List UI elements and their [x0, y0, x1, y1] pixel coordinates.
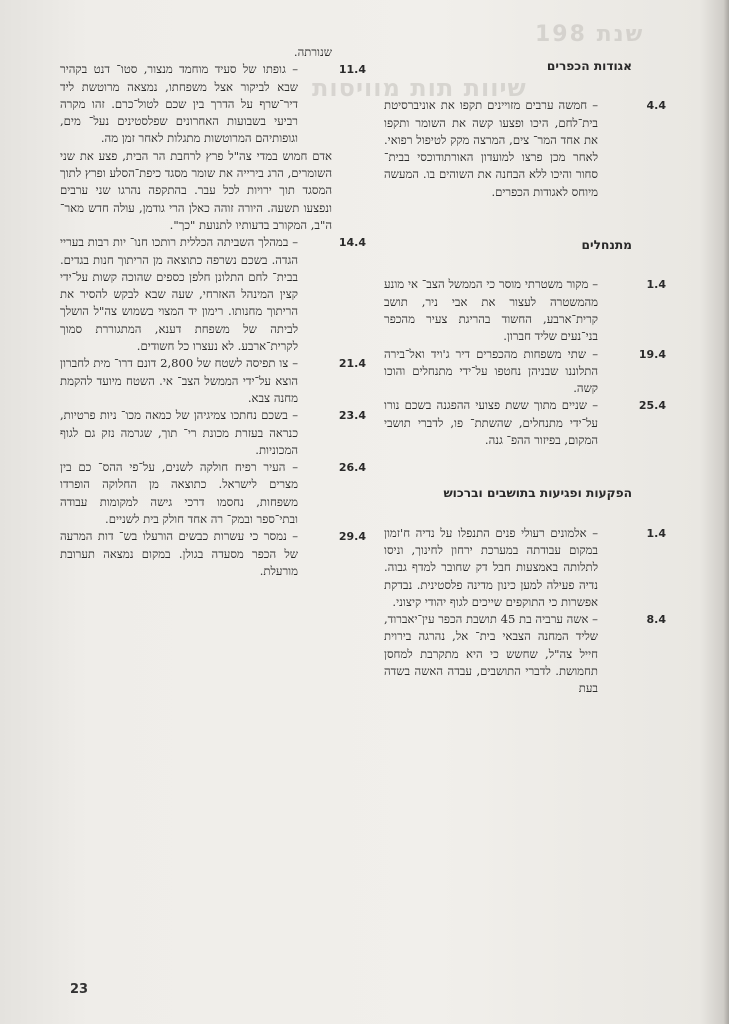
entry	[60, 61, 366, 147]
entry-text: – צו תפיסה לשטח של 2,800 דונם דרו־ מית לחברון הוצא על־ידי הממשל הצב־ אי. השטח מיועד להקמת מחנה צבא.	[60, 356, 298, 405]
entry-date: 19.4	[638, 347, 666, 361]
section-title: אגודות הכפרים	[546, 59, 632, 73]
entry-date: 14.4	[338, 236, 366, 250]
entry-date: 21.4	[338, 357, 366, 371]
entry	[60, 459, 366, 528]
entry	[60, 528, 366, 580]
section-expropriations	[384, 485, 666, 697]
entry	[60, 355, 366, 407]
entry-date: 8.4	[646, 613, 666, 627]
entry-date: 25.4	[638, 399, 666, 413]
section-settlers	[384, 237, 666, 449]
entry	[384, 397, 666, 449]
entry-text: – בשכם נחתכו צמיגיהן של כמאה מכו־ ניות פרטיות, כנראה בעזרת מכונת רי־ תוך, שגרמה נזק גם לגוף המכוניות.	[60, 408, 298, 457]
entry	[60, 234, 366, 355]
section-village-leagues	[384, 58, 666, 201]
ghost-header-top: שנת 198	[535, 22, 645, 47]
entry-text: – מקור משטרתי מוסר כי הממשל הצב־ אי מונע מהמשטרה לעצור את אבי ניר, תושב קרית־ארבע, החשוד בהריגת צעיר מהכפר בני־נעים שליד חברון.	[384, 277, 598, 344]
ghost-header: שיוות תות מוויסות	[312, 74, 527, 102]
page-number: 23	[70, 982, 89, 997]
entry-text: – גופתו של סעיד מוחמד מנצור, סטו־ דנט בקהיר שבא לביקור אצל משפחתו, נמצאה מרוטשת ליד דיר־שרף על הדרך בין שכם לטול־כרם. זהו מקרה רביעי בשבועות האחרונים שפלסטינים נעל־ מים, וגופותיהם המרוטשות מתגלות לאחר זמן מה.	[60, 62, 298, 146]
entry-date: 1.4	[646, 526, 666, 540]
entry-date: 26.4	[338, 461, 366, 475]
entry-text: – במהלך השביתה הכללית רותכו חנו־ יות רבות בעריי הגדה. בשכם נשרפה כתוצאה מן הריתוך חנות בגדים. בבית־ לחם התלונן חלפן כספים שהוכה קשות על־ידי קצין המינהל האזרחי, שעה שבא לבקש להסיר את הריתוך מחנותו. רימון יד המצוי בשמוש צה"ל הושלך לביתה של משפחת דענא, המתגוררת סמוך לקרית־ארבע. לא נעצרו כל חשודים.	[60, 235, 298, 354]
entry	[60, 407, 366, 459]
entry-date: 29.4	[338, 530, 366, 544]
entry-text: – חמשה ערבים מזויינים תקפו את אוניברסיטת בית־לחם, היכו ופצעו קשה את השומר ותקפו את אחד המר־ צים, המרצה מקק לטיפול רפואי. לאחר מכן פרצו למועדון האורתודוכסי בבית־ סחור והיכו ללא הבחנה את השוהים בו. המעשה מיוחס לאגודות הכפרים.	[384, 98, 598, 199]
continuation-text: שנורתה.	[293, 45, 332, 59]
entry-text: – אשה ערביה בת 45 תושבת הכפר עין־יאברוד, שליד המחנה הצבאי בית־ אל, נהרגה בירוית חייל צה"ל, שחשש כי היא מתקרבת למחסן תחמושת. לדברי התושבים, עבדה האשה בשדה בעת	[384, 612, 598, 696]
entry-text: – שתי משפחות מהכפרים דיר ג'ויד ואל־בירה התלוננו שבניהן נחטפו על־ידי מתנחלים והוכו קשה.	[384, 346, 598, 396]
entry-text: – נמסר כי עשרות כבשים הורעלו בש־ דות המרעה של הכפר מסעדה בגולן. במקום נמצאה תערובת מורעלת.	[60, 529, 298, 578]
entry	[384, 525, 666, 611]
entry	[384, 611, 666, 697]
entry-date: 4.4	[646, 99, 666, 113]
entry-text: – אלמונים רעולי פנים התנפלו על נדיה ח'זמון במקום עבודתה במערכת ירחון לחינוך, וניסו לתלותה באמצעות חבל דק שחובר למדף גבוה. נדיה פעילה למען כינון מדינה פלסטינית. נבדקת אפשרות כי התוקפים שייכים לגוף יהודי קיצוני.	[384, 525, 598, 609]
entry-date: 11.4	[338, 63, 366, 77]
left-column	[60, 44, 366, 580]
section-title: מתנחלים	[581, 238, 632, 253]
entry	[384, 346, 666, 398]
entry-date: 1.4	[646, 278, 666, 292]
page-edge-shadow	[723, 0, 729, 1024]
entry-text: – העיר רפיח חולקה לשנים, על־פי ההס־ כם בין מצרים לישראל. כתוצאה מן החלוקה הופרדו משפחות, נחסמו דרכי גישה למקומות עבודה ובתי־ספר ובמק־ רה אחד חולק בית לשניים.	[60, 460, 298, 527]
entry-text: – שניים מתוך ששת פצועי ההפגנה בשכם נורו על־ידי מתנחלים, שהשתת־ פו, לדברי תושבי המקום, בפיזור ההפ־ גנה.	[384, 398, 598, 448]
entry-text: אדם חמוש במדי צה"ל פרץ לרחבת הר הבית, פצע את שני השומרים, הרג בירייה את שומר מסגד כיפת־הסלע ופרץ לתוך המסגד תוך ירויות לכל עבר. בהתקפה נהרגו שני ערבים ונפצעו תשעה. היורה זוהה כאלן הרי גודמן, עולה חדש מאר־ ה"ב, המקורב בדעותיו לתנועת "כך".	[60, 148, 332, 232]
entry-paragraph	[60, 148, 332, 234]
entry-date: 23.4	[338, 409, 366, 423]
section-title: הפקעות ופגיעות בתושבים וברכוש	[443, 486, 632, 501]
entry	[384, 97, 666, 201]
right-column	[384, 58, 666, 734]
entry	[384, 276, 666, 345]
